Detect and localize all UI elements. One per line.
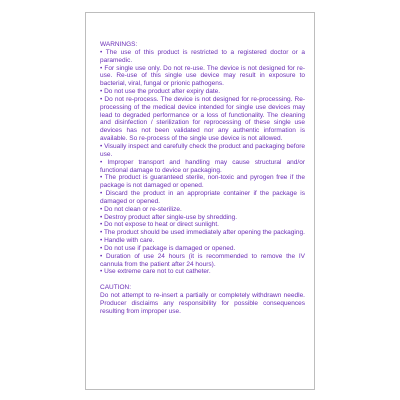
warning-item-7: • The product is guaranteed sterile, non-toxic and pyrogen free if the package is not damaged or opened.: [100, 174, 305, 190]
warning-item-13: • Handle with care.: [100, 237, 155, 245]
warning-item-4: • Do not re-process. The device is not designed for re-processing. Re-processing of the medical device intended for single use devices may lead to degraded performance or a loss of functionality. The cleaning and disinfection / sterilization for reprocessing of these single use devices has not been validated nor any authentic information is available. So re-process of the single use device is not allowed.: [100, 95, 305, 143]
warning-item-2: • For single use only. Do not re-use. The device is not designed for re-use. Re-use of this single use device may result in exposure to bacterial, viral, fungal or prionic pathogens.: [100, 64, 305, 88]
warning-item-6: • Improper transport and handling may cause structural and/or functional damage to device or packaging.: [100, 158, 305, 174]
warning-item-3: • Do not use the product after expiry date.: [100, 88, 221, 96]
caution-item-1: Do not attempt to re-insert a partially or completely withdrawn needle. Producer disclaims any responsibility for possible consequences resulting from improper use.: [100, 292, 305, 315]
warning-item-8: • Discard the product in an appropriate container if the package is damaged or opened.: [100, 190, 305, 205]
warning-item-9: • Do not clean or re-sterilize.: [100, 205, 182, 213]
warning-item-5: • Visually inspect and carefully check the product and packaging before use.: [100, 142, 305, 158]
warning-item-11: • Do not expose to heat or direct sunlight.: [100, 221, 219, 229]
warning-item-14: • Do not use if package is damaged or opened.: [100, 244, 236, 252]
warning-item-12: • The product should be used immediately after opening the packaging.: [100, 229, 305, 237]
warning-item-16: • Use extreme care not to cut catheter.: [100, 268, 211, 276]
warning-item-1: • The use of this product is restricted to a registered doctor or a paramedic.: [100, 48, 305, 64]
label-content: [100, 41, 305, 316]
warning-item-15: • Duration of use 24 hours (it is recommended to remove the IV cannula from the patient after 24 hours).: [100, 252, 305, 268]
section-divider: [100, 276, 305, 284]
caution-heading: CAUTION:: [100, 284, 132, 292]
caution-list: [100, 292, 305, 316]
warning-item-10: • Destroy product after single-use by shredding.: [100, 213, 238, 221]
warnings-heading: WARNINGS:: [100, 41, 138, 48]
instruction-label-card: [85, 12, 315, 390]
warnings-list: [100, 49, 305, 276]
